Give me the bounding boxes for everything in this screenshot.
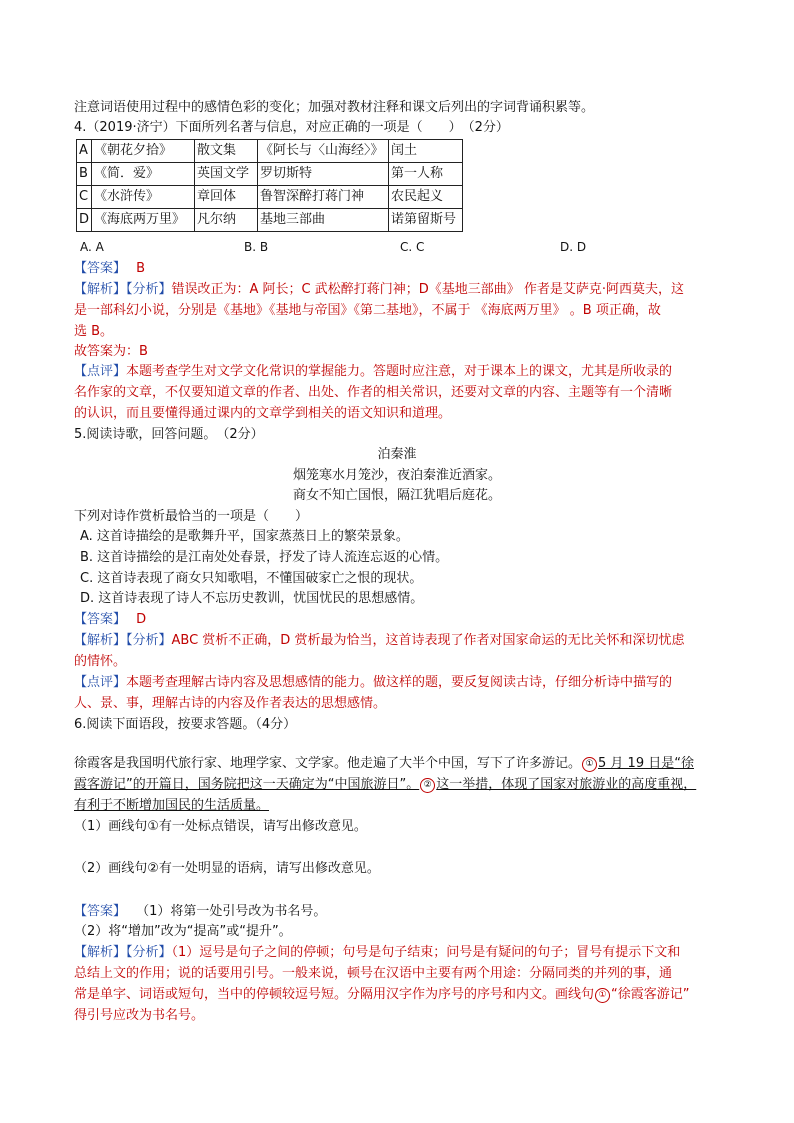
q6-stem: 6.阅读下面语段，按要求答题。（4分） [74, 717, 297, 732]
answer-tag: 【答案】 [74, 904, 127, 919]
q4-analysis-3: 选 B。 [74, 324, 114, 339]
analysis-tag: 【解析】【分析】 [74, 945, 172, 960]
q5-answer [74, 611, 146, 629]
analysis-tag: 【解析】【分析】 [74, 633, 172, 648]
table-cell: 《朝花夕拾》 [92, 140, 195, 163]
table-cell: 《简．爱》 [92, 163, 195, 186]
q4-comment-3: 的认识，而且要懂得通过课内的文章学到相关的语文知识和道理。 [74, 406, 452, 421]
q5-comment-2: 人、景、事，理解古诗的内容及作者表达的思想感情。 [74, 696, 387, 711]
circle-number-1: ① [582, 757, 597, 772]
table-row [77, 209, 463, 232]
comment-text: 本题考查学生对文学文化常识的掌握能力。答题时应注意，对于课本上的课文，尤其是所收录的 [126, 364, 673, 379]
q4-analysis-1 [74, 281, 684, 299]
underlined-sentence-2-cont: 有利于不断增加国民的生活质量。 [74, 798, 270, 813]
analysis-text: 错误改正为：A 阿长；C 武松醉打蒋门神；D《基地三部曲》 作者是艾萨克·阿西莫夫，这 [171, 282, 685, 297]
comment-tag: 【点评】 [74, 364, 127, 379]
table-cell: 章回体 [195, 186, 258, 209]
answer-value: （1）将第一处引号改为书名号。 [136, 904, 327, 919]
table-cell: 罗切斯特 [258, 163, 389, 186]
analysis-text: 常是单字、词语或短句，当中的停顿较逗号短。分隔用汉字作为序号的序号和内文。画线句 [74, 987, 595, 1002]
q4-option-d: D. D [560, 240, 587, 254]
q4-conclusion: 故答案为：B [74, 344, 148, 359]
q6-analysis-1 [74, 944, 680, 962]
circle-number-1: ① [595, 988, 610, 1003]
poem-title: 泊秦淮 [377, 447, 417, 462]
q6-passage-2 [74, 776, 696, 794]
q6-analysis-2: 总结上文的作用；说的话要用引号。一般来说，顿号在汉语中主要有两个用途：分隔同类的并列的事，通 [74, 966, 673, 981]
table-cell: C [77, 186, 92, 209]
poem-line-2: 商女不知亡国恨，隔江犹唱后庭花。 [292, 488, 501, 503]
intro-text: 注意词语使用过程中的感情色彩的变化；加强对教材注释和课文后列出的字词背诵积累等。 [74, 100, 595, 115]
underlined-sentence-1-cont: 霞客游记”的开篇日，国务院把这一天确定为“中国旅游日”。 [74, 777, 420, 792]
table-cell: 英国文学 [195, 163, 258, 186]
table-cell: 散文集 [195, 140, 258, 163]
table-cell: 《阿长与〈山海经〉》 [258, 140, 389, 163]
q4-option-c: C. C [400, 240, 425, 254]
q6-passage-1 [74, 755, 694, 773]
q4-stem: 4.（2019·济宁）下面所列名著与信息，对应正确的一项是（ ） （2分） [74, 120, 509, 135]
passage-text: 徐霞客是我国明代旅行家、地理学家、文学家。他走遍了大半个中国，写下了许多游记。 [74, 756, 582, 771]
table-cell: B [77, 163, 92, 186]
q5-question: 下列对诗作赏析最恰当的一项是（ ） [74, 509, 309, 524]
comment-tag: 【点评】 [74, 675, 127, 690]
q5-analysis-1 [74, 632, 684, 650]
table-row [77, 186, 463, 209]
q4-option-a: A. A [80, 240, 104, 254]
table-cell: 第一人称 [389, 163, 463, 186]
answer-tag: 【答案】 [74, 612, 127, 627]
q4-answer [74, 260, 145, 278]
q4-table [76, 139, 463, 232]
table-row [77, 140, 463, 163]
underlined-sentence-1: 5 月 19 日是“徐 [598, 756, 694, 771]
q5-option-b: B. 这首诗描绘的是江南处处春景，抒发了诗人流连忘返的心情。 [80, 550, 449, 565]
analysis-text: ABC 赏析不正确，D 赏析最为恰当，这首诗表现了作者对国家命运的无比关怀和深切忧虑 [171, 633, 685, 648]
q6-answer-1 [74, 903, 326, 921]
answer-value: D [136, 612, 147, 627]
answer-tag: 【答案】 [74, 261, 127, 276]
table-cell: 农民起义 [389, 186, 463, 209]
poem-line-1: 烟笼寒水月笼沙，夜泊秦淮近酒家。 [292, 468, 501, 483]
q5-option-c: C. 这首诗表现了商女只知歌唱，不懂国破家亡之恨的现状。 [80, 571, 423, 586]
q5-option-d: D. 这首诗表现了诗人不忘历史教训，忧国忧民的思想感情。 [80, 591, 424, 606]
q5-option-a: A. 这首诗描绘的是歌舞升平，国家蒸蒸日上的繁荣景象。 [80, 529, 409, 544]
circle-number-2: ② [420, 778, 435, 793]
q4-comment-2: 名作家的文章，不仅要知道文章的作者、出处、作者的相关常识，还要对文章的内容、主题等有一个清晰 [74, 385, 673, 400]
table-cell: 诺第留斯号 [389, 209, 463, 232]
table-cell: 基地三部曲 [258, 209, 389, 232]
q4-comment-1 [74, 363, 672, 381]
table-cell: A [77, 140, 92, 163]
table-cell: 《水浒传》 [92, 186, 195, 209]
underlined-sentence-2: 这一举措，体现了国家对旅游业的高度重视， [436, 777, 697, 792]
analysis-tag: 【解析】【分析】 [74, 282, 172, 297]
table-cell: 鲁智深醉打蒋门神 [258, 186, 389, 209]
table-cell: 《海底两万里》 [92, 209, 195, 232]
table-cell: D [77, 209, 92, 232]
table-cell: 闰土 [389, 140, 463, 163]
q6-sub-question-1: （1）画线句①有一处标点错误，请写出修改意见。 [74, 819, 367, 834]
q5-comment-1 [74, 674, 672, 692]
analysis-text: （1）逗号是句子之间的停顿；句号是句子结束；问号是有疑问的句子；冒号有提示下文和 [171, 945, 681, 960]
q5-stem: 5.阅读诗歌，回答问题。 （2分） [74, 427, 264, 442]
comment-text: 本题考查理解古诗内容及思想感情的能力。做这样的题，要反复阅读古诗，仔细分析诗中描写的 [126, 675, 673, 690]
q4-analysis-2: 是一部科幻小说，分别是《基地》《基地与帝国》《第二基地》，不属于 《海底两万里》 。B 项正确，故 [74, 303, 661, 318]
q6-sub-question-2: （2）画线句②有一处明显的语病，请写出修改意见。 [74, 861, 380, 876]
table-cell: 凡尔纳 [195, 209, 258, 232]
q6-passage-3 [74, 797, 269, 815]
table-row [77, 163, 463, 186]
q5-analysis-2: 的情怀。 [74, 654, 127, 669]
q6-analysis-4: 得引号应改为书名号。 [74, 1008, 205, 1023]
answer-value: B [136, 261, 146, 276]
q4-option-b: B. B [244, 240, 269, 254]
analysis-text: “徐霞客游记” [611, 987, 690, 1002]
q6-analysis-3 [74, 986, 690, 1004]
q6-answer-2: （2）将“增加”改为“提高”或“提升”。 [74, 924, 292, 939]
